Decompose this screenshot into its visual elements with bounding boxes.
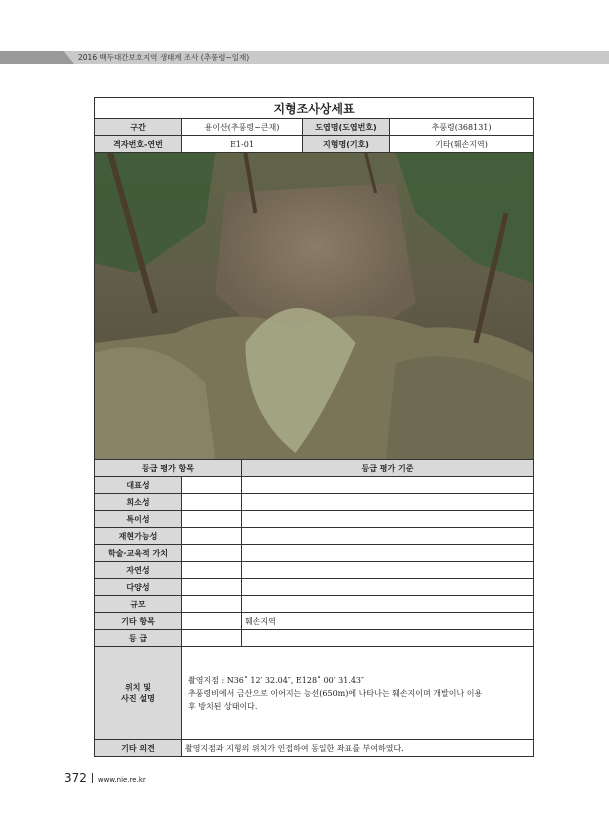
eval-grade-cell (182, 494, 242, 511)
eval-row (95, 511, 534, 528)
location-desc-line-1: 추풍령비에서 금산으로 이어지는 능선(650m)에 나타나는 훼손지이며 개발이나 이용 (188, 688, 483, 698)
eval-item-label: 기타 항목 (95, 613, 182, 630)
website-link[interactable]: www.nie.re.kr (97, 776, 146, 784)
eval-item-label: 등 급 (95, 630, 182, 647)
eval-item-label: 학술·교육적 가치 (95, 545, 182, 562)
page-number: 372 (64, 771, 87, 785)
eval-items-header: 등급 평가 항목 (95, 460, 242, 477)
form-title: 지형조사상세표 (95, 98, 534, 119)
eval-grade-cell (182, 562, 242, 579)
opinion-label: 기타 의견 (95, 740, 182, 757)
location-coords: 촬영지점 : N36˚ 12′ 32.04″, E128˚ 00′ 31.43″ (188, 675, 365, 685)
eval-row (95, 494, 534, 511)
eval-criteria-cell: 훼손지역 (242, 613, 534, 630)
eval-item-label: 다양성 (95, 579, 182, 596)
opinion-value: 촬영지점과 지형의 위치가 인접하여 동일한 좌표를 부여하였다. (182, 740, 534, 757)
landform-label: 지형명(기호) (303, 136, 390, 153)
eval-row (95, 528, 534, 545)
eval-grade-cell (182, 545, 242, 562)
grid-value: E1-01 (182, 136, 303, 153)
eval-criteria-header: 등급 평가 기준 (242, 460, 534, 477)
eval-row (95, 562, 534, 579)
footer-divider (92, 773, 93, 783)
landform-value: 기타(훼손지역) (390, 136, 534, 153)
eval-grade-cell (182, 477, 242, 494)
eval-grade-cell (182, 511, 242, 528)
location-desc-line-2: 후 방치된 상태이다. (188, 701, 258, 711)
section-value: 용이산(추풍령~큰재) (182, 119, 303, 136)
eval-grade-cell (182, 579, 242, 596)
eval-criteria-cell (242, 528, 534, 545)
site-photo (95, 153, 533, 459)
eval-item-label: 대표성 (95, 477, 182, 494)
eval-criteria-cell (242, 477, 534, 494)
page-footer (64, 771, 146, 785)
eval-criteria-cell (242, 579, 534, 596)
eval-row (95, 596, 534, 613)
eval-row (95, 579, 534, 596)
map-value: 추풍령(368131) (390, 119, 534, 136)
section-label: 구간 (95, 119, 182, 136)
eval-item-label: 자연성 (95, 562, 182, 579)
eval-criteria-cell (242, 596, 534, 613)
eval-grade-cell (182, 528, 242, 545)
grid-label: 격자번호-연번 (95, 136, 182, 153)
eval-criteria-cell (242, 511, 534, 528)
eval-row (95, 630, 534, 647)
location-label-line-1: 위치 및 (125, 683, 151, 692)
location-description (182, 647, 534, 740)
eval-item-label: 희소성 (95, 494, 182, 511)
eval-criteria-cell (242, 630, 534, 647)
eval-row (95, 613, 534, 630)
eval-item-label: 재현가능성 (95, 528, 182, 545)
running-header: 2016 백두대간보호지역 생태계 조사 (추풍령~일재) (78, 53, 250, 62)
eval-row (95, 477, 534, 494)
eval-grade-cell (182, 613, 242, 630)
location-label (95, 647, 182, 740)
map-label: 도엽명(도엽번호) (303, 119, 390, 136)
eval-criteria-cell (242, 545, 534, 562)
location-label-line-2: 사진 설명 (121, 694, 155, 703)
eval-item-label: 특이성 (95, 511, 182, 528)
site-photo-cell (95, 153, 534, 460)
eval-grade-cell (182, 630, 242, 647)
eval-grade-cell (182, 596, 242, 613)
eval-row (95, 545, 534, 562)
eval-criteria-cell (242, 494, 534, 511)
survey-form-table (94, 97, 534, 757)
eval-item-label: 규모 (95, 596, 182, 613)
running-header-tab (0, 51, 74, 64)
eval-criteria-cell (242, 562, 534, 579)
